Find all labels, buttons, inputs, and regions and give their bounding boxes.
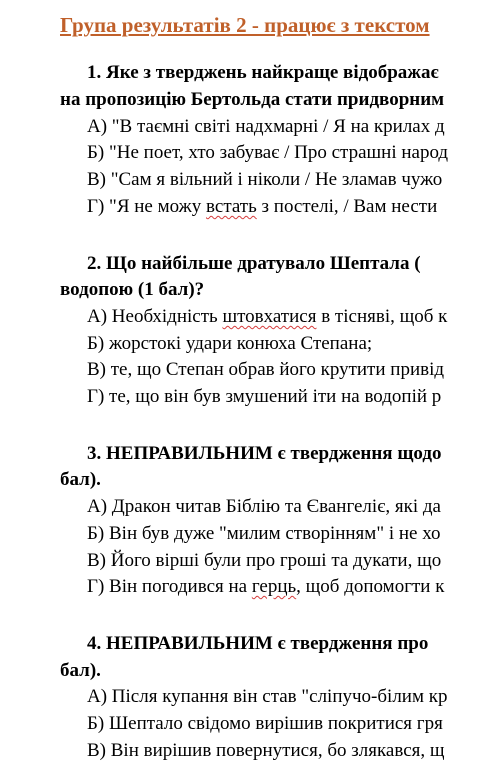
option-text: Б) Він був дуже "милим створінням" і не хо (87, 523, 441, 544)
question-2-line-1: 2. Що найбільше дратувало Шептала ( (87, 253, 421, 274)
option-text: В) Його вірші були про гроші та дукати, що (87, 550, 442, 571)
question-3-option-b (87, 523, 441, 545)
option-text: Г) те, що він був змушений іти на водопій р (87, 386, 442, 407)
question-2-option-b (87, 333, 372, 355)
option-text: В) Він вирішив повернутися, бо злякався, щ (87, 740, 445, 761)
spellcheck-word: герць (251, 576, 297, 597)
section-title: Група результатів 2 - працює з текстом (60, 13, 430, 37)
spellcheck-word: штовхатися (222, 306, 317, 327)
question-2-option-a (87, 306, 447, 328)
option-text: з постелі, / Вам нести (256, 196, 438, 217)
question-2-line-2: водопою (1 бал)? (60, 279, 205, 300)
option-text: А) "В таємні світі надхмарні / Я на крилах д (87, 116, 445, 137)
option-text: Б) жорстокі удари конюха Степана; (87, 333, 373, 354)
question-3-line-1: 3. НЕПРАВИЛЬНИМ є твердження щодо (87, 443, 442, 464)
option-text: Б) Шептало свідомо вирішив покритися гря (87, 713, 443, 734)
question-1-line-2: на пропозицію Бертольда стати придворним (60, 89, 445, 110)
question-4-option-a (87, 686, 447, 708)
question-3-line-2: бал). (60, 469, 101, 490)
question-1-option-b (87, 142, 448, 164)
question-4-option-c (87, 740, 445, 762)
option-text: А) Після купання він став "сліпучо-білим кр (87, 686, 448, 707)
option-text: Г) Він погодився на (87, 576, 252, 597)
question-4-line-1: 4. НЕПРАВИЛЬНИМ є твердження про (87, 633, 429, 654)
option-text: В) "Сам я вільний і ніколи / Не зламав чужо (87, 169, 443, 190)
option-text: Г) "Я не можу (87, 196, 207, 217)
option-text: , щоб допомогти к (296, 576, 445, 597)
option-text: А) Дракон читав Біблію та Євангеліє, які да (87, 496, 441, 517)
option-text: В) те, що Степан обрав його крутити привід (87, 359, 445, 380)
option-text: А) Необхідність (87, 306, 223, 327)
question-3-option-d (87, 576, 444, 598)
question-3-option-c (87, 550, 441, 572)
spellcheck-word: встать (206, 196, 257, 217)
question-4-option-b (87, 713, 443, 735)
question-2-option-c (87, 359, 444, 381)
question-3-option-a (87, 496, 441, 518)
question-1-option-a (87, 116, 445, 138)
question-1-line-1: 1. Яке з тверджень найкраще відображає (87, 62, 439, 83)
question-2-option-d (87, 386, 441, 408)
question-1-option-c (87, 169, 442, 191)
option-text: в тісняві, щоб к (316, 306, 448, 327)
option-text: Б) "Не поет, хто забуває / Про страшні народ (87, 142, 449, 163)
question-1-option-d (87, 196, 437, 218)
question-4-line-2: бал). (60, 660, 101, 681)
